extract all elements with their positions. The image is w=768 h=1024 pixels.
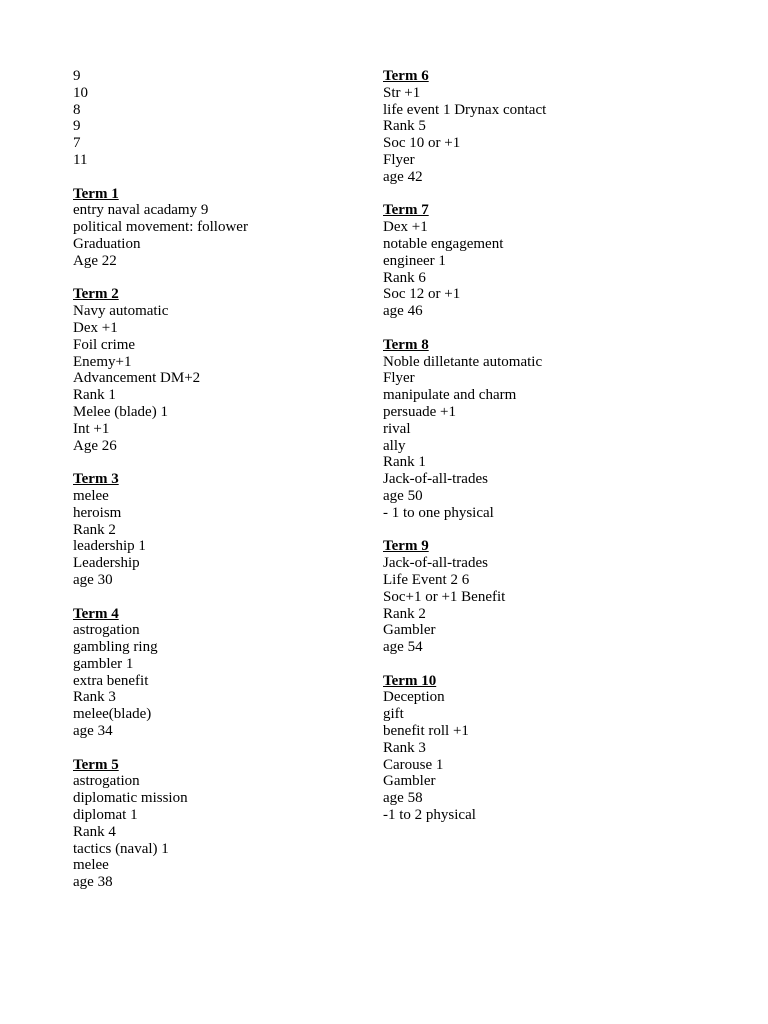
term-entry: age 50 [383,487,423,504]
term-entry: age 54 [383,639,423,656]
spacer [383,656,703,673]
term-entry: diplomat 1 [73,807,138,824]
term-entry: astrogation [73,622,140,639]
term-entry: Advancement DM+2 [73,370,201,387]
term-entry: Gambler [383,622,436,639]
term-heading: Term 1 [73,185,119,202]
term-entry: Rank 3 [383,739,426,756]
term-entry: Life Event 2 6 [383,571,470,588]
stat-value: 9 [73,118,81,135]
term-entry: age 42 [383,168,423,185]
term-block [73,606,373,740]
term-entry: benefit roll +1 [383,723,469,740]
term-entry: Dex +1 [383,219,428,236]
term-entry: Noble dilletante automatic [383,353,543,370]
term-block [383,538,703,656]
term-heading: Term 9 [383,538,429,555]
term-entry: rival [383,420,411,437]
term-entry: astrogation [73,773,140,790]
term-block [73,186,373,270]
term-entry: extra benefit [73,672,149,689]
term-entry: heroism [73,504,122,521]
stat-value: 9 [73,68,81,84]
term-entry: Jack-of-all-trades [383,471,488,488]
term-entry: political movement: follower [73,219,248,236]
term-entry: Dex +1 [73,319,118,336]
term-entry: melee [73,487,109,504]
term-block [383,202,703,320]
term-entry: gambler 1 [73,655,134,672]
term-entry: age 38 [73,874,113,891]
term-entry: melee(blade) [73,706,152,723]
left-terms-list [73,186,373,891]
term-block [383,68,703,186]
document-page [73,68,713,988]
term-entry: Flyer [383,370,415,387]
term-entry: Rank 4 [73,823,116,840]
term-entry: Str +1 [383,84,421,101]
term-entry: persuade +1 [383,403,457,420]
term-entry: Rank 3 [73,689,116,706]
stat-value: 10 [73,84,88,101]
term-entry: tactics (naval) 1 [73,840,169,857]
term-heading: Term 4 [73,605,119,622]
term-heading: Term 6 [383,68,429,84]
term-entry: - 1 to one physical [383,504,494,521]
term-entry: Rank 5 [383,118,426,135]
term-entry: Int +1 [73,420,110,437]
stat-value: 7 [73,135,81,152]
term-entry: age 34 [73,723,113,740]
term-entry: Carouse 1 [383,756,444,773]
term-entry: Age 26 [73,437,117,454]
term-heading: Term 8 [383,336,429,353]
term-block [383,673,703,824]
term-entry: manipulate and charm [383,387,517,404]
spacer [383,522,703,539]
right-terms-list [383,68,703,824]
term-entry: age 30 [73,571,113,588]
term-heading: Term 5 [73,756,119,773]
term-heading: Term 3 [73,471,119,488]
term-entry: Leadership [73,555,140,572]
term-entry: Deception [383,689,445,706]
term-entry: Soc+1 or +1 Benefit [383,588,506,605]
stats-block [73,68,373,169]
term-entry: diplomatic mission [73,790,188,807]
right-column [383,68,703,824]
term-entry: Rank 6 [383,269,426,286]
term-block [73,286,373,454]
term-heading: Term 2 [73,286,119,303]
term-entry: ally [383,437,406,454]
term-entry: Foil crime [73,336,136,353]
term-entry: Navy automatic [73,303,169,320]
term-entry: Flyer [383,151,415,168]
spacer [383,320,703,337]
spacer [383,186,703,203]
term-entry: notable engagement [383,235,504,252]
term-entry: melee [73,857,109,874]
spacer [73,169,373,186]
term-heading: Term 10 [383,672,437,689]
term-entry: life event 1 Drynax contact [383,101,547,118]
term-entry: entry naval acadamy 9 [73,202,209,219]
term-entry: Rank 1 [383,454,426,471]
term-entry: Age 22 [73,252,117,269]
stat-value: 11 [73,151,88,168]
term-entry: age 58 [383,790,423,807]
term-entry: Melee (blade) 1 [73,403,168,420]
spacer [73,270,373,287]
term-block [383,337,703,522]
stat-value: 8 [73,101,81,118]
term-entry: Rank 2 [383,605,426,622]
term-entry: Graduation [73,235,141,252]
spacer [73,589,373,606]
term-heading: Term 7 [383,202,429,219]
spacer [73,740,373,757]
term-entry: Rank 2 [73,521,116,538]
term-entry: Rank 1 [73,387,116,404]
term-block [73,757,373,891]
term-entry: Jack-of-all-trades [383,555,488,572]
left-column [73,68,373,891]
term-entry: gambling ring [73,639,158,656]
term-entry: engineer 1 [383,252,446,269]
term-entry: gift [383,706,404,723]
spacer [73,454,373,471]
term-block [73,471,373,589]
term-entry: age 46 [383,303,423,320]
term-entry: -1 to 2 physical [383,807,476,824]
term-entry: Enemy+1 [73,353,132,370]
term-entry: leadership 1 [73,538,146,555]
term-entry: Soc 12 or +1 [383,286,461,303]
term-entry: Soc 10 or +1 [383,135,461,152]
term-entry: Gambler [383,773,436,790]
